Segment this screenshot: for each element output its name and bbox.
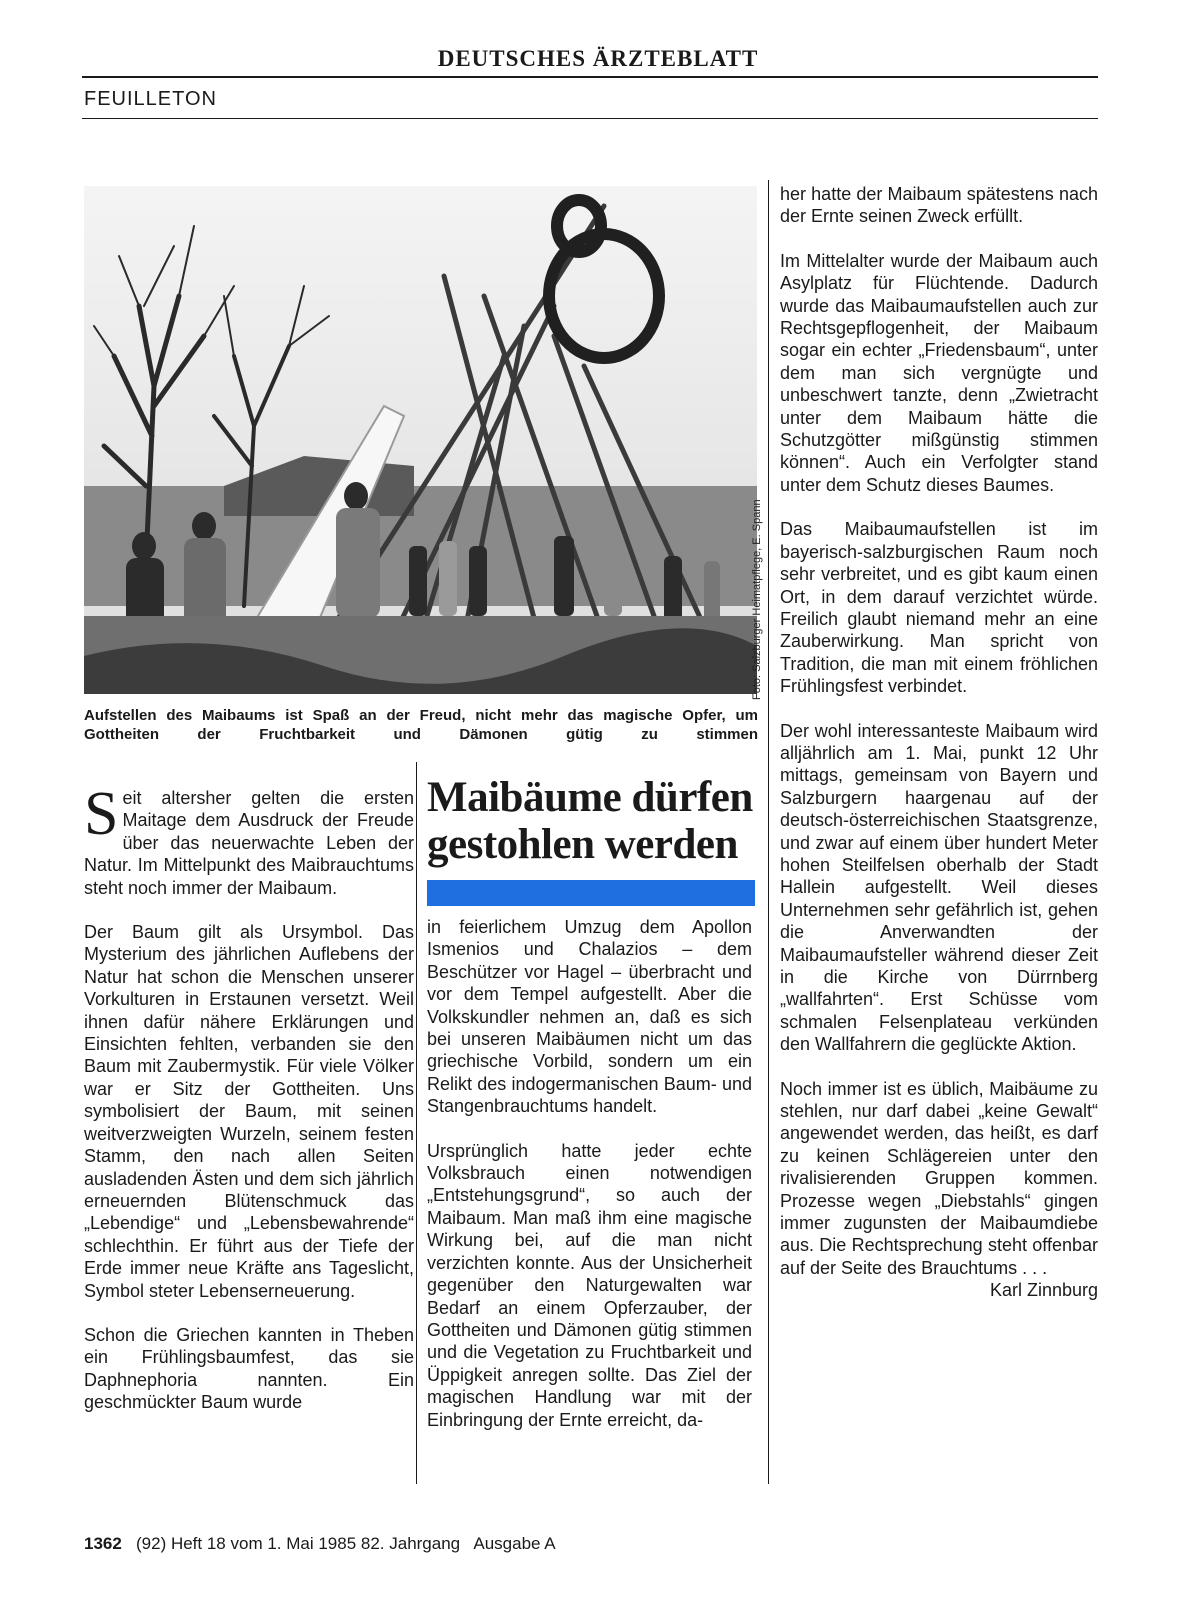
- maypole-photo: [84, 186, 757, 694]
- article-paragraph: Im Mittelalter wurde der Maibaum auch Asylplatz für Flüchtende. Dadurch wurde das Maibaumaufstellen auch zur Rechtsgepflogenheit, der Maibaum sogar ein echter „Friedensbaum“, unter dem man sich vergnügte und unbeschwert tanzte, denn „Zwietracht unter dem Maibaum hätte die Schutzgötter mißgünstig stimmen können“. Auch ein Verfolgter stand unter dem Schutz dieses Baumes.: [780, 250, 1098, 495]
- masthead: DEUTSCHES ÄRZTEBLATT: [437, 46, 759, 71]
- article-paragraph: Noch immer ist es üblich, Maibäume zu stehlen, nur darf dabei „keine Gewalt“ angewendet werden, das heißt, es darf zu keinen Schlägereien unter den rivalisierenden Gruppen kommen. Prozesse wegen „Diebstahls“ gingen immer zugunsten der Maibaumdiebe aus. Die Rechtsprechung steht offenbar auf der Seite des Brauchtums . . .: [780, 1078, 1098, 1278]
- masthead-rule: [82, 76, 1098, 78]
- page-number: 1362: [84, 1534, 122, 1553]
- page-footer: [84, 1534, 556, 1554]
- article-paragraph: in feierlichem Umzug dem Apollon Ismenios und Chalazios – dem Beschützer vor Hagel – überbracht und vor dem Tempel aufgestellt. Aber die Volkskundler nehmen an, daß es sich bei unseren Maibäumen nicht um das griechische Vorbild, sondern um ein Relikt des indogermanischen Baum- und Stangenbrauchtums handelt.: [427, 917, 752, 1117]
- article-paragraph: Der Baum gilt als Ursymbol. Das Mysterium des jährlichen Auflebens der Natur hat schon die Menschen unserer Vorkulturen in Erstaunen versetzt. Weil ihnen dafür nähere Erklärungen und Einsichten fehlten, verbanden sie den Baum mit Zaubermystik. Für viele Völker war er Sitz der Gottheiten. Uns symbolisiert der Baum, mit seinen weitverzweigten Wurzeln, seinem festen Stamm, den nach allen Seiten ausladenden Ästen und dem sich jährlich erneuernden Blütenschmuck das „Lebendige“ und „Lebensbewahrende“ schlechthin. Er führt aus der Tiefe der Erde immer neue Kräfte ans Tageslicht, Symbol steter Lebenserneuerung.: [84, 922, 414, 1301]
- article-paragraph: eit altersher gelten die ersten Maitage dem Ausdruck der Freude über das neuerwachte Leben der Natur. Im Mittelpunkt des Maibrauchtums steht noch immer der Maibaum.: [84, 788, 414, 898]
- article-paragraph: Das Maibaumaufstellen ist im bayerisch-salzburgischen Raum noch sehr verbreitet, und es gibt kaum einen Ort, in dem darauf verzichtet würde. Freilich glaubt niemand mehr an eine Zauberwirkung. Man spricht von Tradition, die man mit einem fröhlichen Frühlingsfest verbindet.: [780, 519, 1098, 697]
- headline-accent-bar: [427, 880, 755, 906]
- article-column-2: [427, 916, 752, 1453]
- section-label: FEUILLETON: [84, 88, 217, 110]
- article-column-3: [780, 183, 1098, 1302]
- issue-info: (92) Heft 18 vom 1. Mai 1985 82. Jahrgang: [136, 1534, 461, 1553]
- photo-credit: Foto: Salzburger Heimatpflege, E. Spann: [751, 499, 763, 700]
- drop-cap: S: [84, 780, 119, 848]
- photo-caption: Aufstellen des Maibaums ist Spaß an der Freud, nicht mehr das magische Opfer, um Gottheiten der Fruchtbarkeit und Dämonen gütig zu stimmen: [84, 707, 758, 743]
- article-paragraph: Der wohl interessanteste Maibaum wird alljährlich am 1. Mai, punkt 12 Uhr mittags, gemeinsam von Bayern und Salzburgern haargenau auf der deutsch-österreichischen Staatsgrenze, und zwar auf einem über hundert Meter hohen Steilfelsen oberhalb der Stadt Hallein aufgestellt. Weil dieses Unternehmen sehr gefährlich ist, gehen die Anverwandten der Maibaumaufsteller während dieser Zeit in die Kirche von Dürrnberg „wallfahrten“. Erst Schüsse vom schmalen Felsenplateau verkünden den Wallfahrern die geglückte Aktion.: [780, 720, 1098, 1055]
- article-headline: Maibäume dürfen gestohlen werden: [427, 774, 753, 868]
- section-rule: [82, 118, 1098, 119]
- article-column-1: [84, 780, 414, 1436]
- article-paragraph: Ursprünglich hatte jeder echte Volksbrauch einen notwendigen „Entstehungsgrund“, so auch der Maibaum. Man maß ihm eine magische Wirkung bei, auf die man nicht verzichten konnte. Aus der Unsicherheit gegenüber den Naturgewalten war Bedarf an einem Opferzauber, der Gottheiten und Dämonen gütig stimmen und die Vegetation zu Fruchtbarkeit und Üppigkeit anregen sollte. Das Ziel der magischen Handlung war mit der Einbringung der Ernte erreicht, da-: [427, 1140, 752, 1430]
- column-divider: [416, 762, 417, 1484]
- author-name: Karl Zinnburg: [989, 1280, 1098, 1301]
- article-paragraph: Schon die Griechen kannten in Theben ein Frühlingsbaumfest, das sie Daphnephoria nannten. Ein geschmückter Baum wurde: [84, 1324, 414, 1413]
- article-paragraph: her hatte der Maibaum spätestens nach der Ernte seinen Zweck erfüllt.: [780, 184, 1098, 227]
- column-divider: [768, 180, 769, 1484]
- edition-label: Ausgabe A: [473, 1534, 556, 1553]
